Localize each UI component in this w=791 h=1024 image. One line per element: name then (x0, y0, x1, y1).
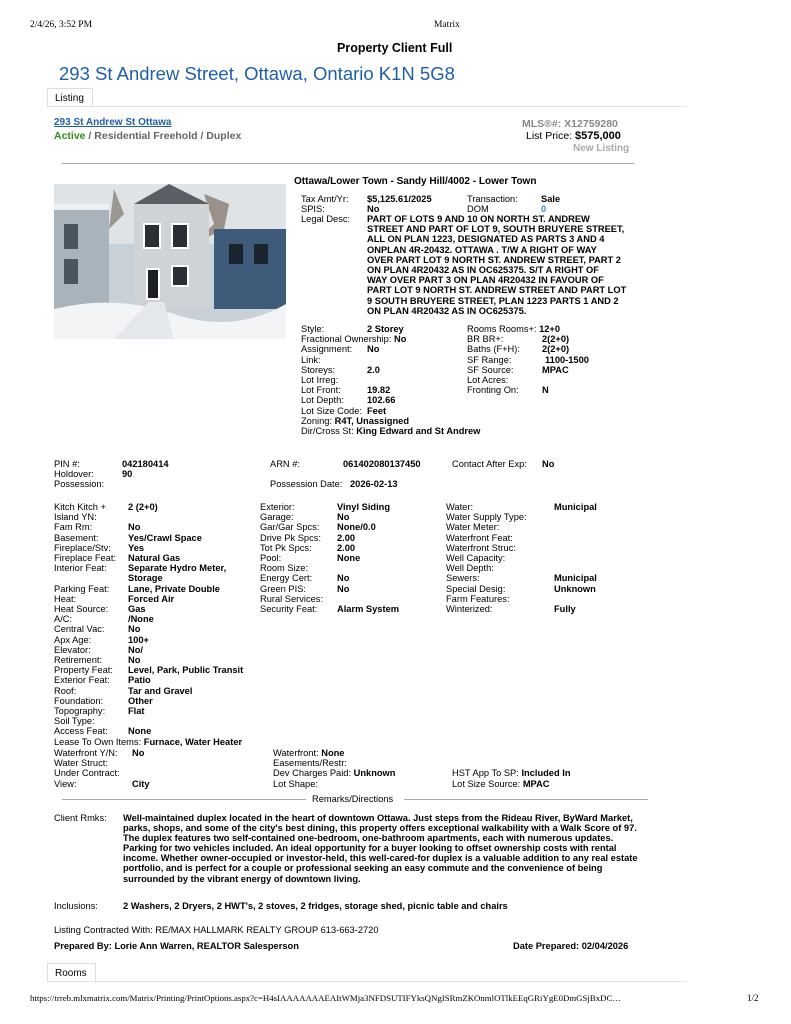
lot-shape-label: Lot Shape: (273, 779, 318, 789)
inclusions-label: Inclusions: (54, 901, 98, 911)
listing-type: / Residential Freehold / Duplex (85, 130, 242, 142)
possession-date-value: 2026-02-13 (350, 479, 398, 489)
dev-charges-line: Dev Charges Paid: Unknown (273, 768, 396, 778)
dom-value[interactable]: 0 (541, 204, 547, 214)
list-price: $575,000 (575, 130, 621, 142)
waterfront-yn-value: No (132, 748, 145, 758)
prepared-by: Prepared By: Lorie Ann Warren, REALTOR Salesperson (54, 941, 299, 951)
pin-label: PIN #: (54, 459, 80, 469)
listing-contracted: Listing Contracted With: RE/MAX HALLMARK REALTY GROUP 613-663-2720 (54, 925, 379, 935)
water-struct-label: Water Struct: (54, 758, 108, 768)
possession-label: Possession: (54, 479, 105, 489)
page-number: 1/2 (747, 993, 759, 1003)
tab-listing[interactable]: Listing (47, 88, 93, 107)
header-rule (62, 163, 634, 164)
easements-label: Easements/Restr: (273, 758, 347, 768)
remarks-rule-left (62, 799, 306, 800)
waterfront-line: Waterfront: None (273, 748, 345, 758)
rooms-tab-divider (47, 981, 687, 982)
features-column-1: Kitch Kitch + 2 (2+0) Island YN: Fam Rm: No Basement: Yes/Crawl Space Fireplace/Stv: Yes Fireplace Feat: Natural Gas Interior Feat: Separate Hydro Meter, Storage Parking Feat: Lane, Private Double Heat: Forced Air Heat Source: Gas A/C: /None Central Vac: No Apx Age: 100+ Elevator: No/ Retirement: No Property Feat: Level, Park, Public Transit Exterior Feat: Patio Roof: Tar and Gravel Foundation: Other Topography: Flat Soil Type: Access Feat: None Lease To Own Items: Furnace, Water Heater (54, 502, 244, 747)
tab-divider (47, 106, 687, 107)
contact-after-exp-value: No (542, 459, 555, 469)
under-contract-label: Under Contract: (54, 768, 120, 778)
spis-value: No (367, 204, 380, 214)
dom-label: DOM (467, 204, 489, 214)
client-remarks-text: Well-maintained duplex located in the heart of downtown Ottawa. Just steps from the Rideau River, ByWard Market, parks, shops, and some of the city's best dining, this property offers exceptional walkability with a Walk Score of 97. The duplex features two self-contained one-bedroom, one-bathroom apartments, each with numerous updates. Parking for two vehicles included. An ideal opportunity for a buyer looking to offset ownership costs with rental income. Whether owner-occupied or investor-held, this well-cared-for duplex is a valuable addition to any real estate portfolio, and is perfect for a couple or professional seeking an easy commute and the convenience of being surrounded by the vibrant energy of downtown living. (123, 813, 638, 884)
arn-label: ARN #: (270, 459, 300, 469)
mls-number: X12759280 (564, 118, 618, 130)
remarks-section-title: Remarks/Directions (312, 794, 394, 804)
print-url: https://trreb.mlxmatrix.com/Matrix/Printing/PrintOptions.aspx?c=H4sIAAAAAAAEAItWMja3NFDSUTIFYksQNgISRmZKOnmlOTlkEEqGRiYgE0DmGSjBxDC… (30, 993, 622, 1003)
hst-line: HST App To SP: Included In (452, 768, 571, 778)
tab-rooms[interactable]: Rooms (47, 963, 96, 982)
style-details-right: Rooms Rooms+: 12+0 BR BR+: 2(2+0) Baths (F+H): 2(2+0) SF Range: 1100-1500 SF Source: MPAC Lot Acres: Fronting On: N (467, 324, 589, 396)
print-app-name: Matrix (434, 20, 460, 30)
client-remarks-label: Client Rmks: (54, 813, 107, 823)
listing-link[interactable]: 293 St Andrew St Ottawa (54, 117, 172, 128)
mls-label: MLS®#: (522, 118, 562, 130)
holdover-value: 90 (122, 469, 133, 479)
view-label: View: (54, 779, 77, 789)
report-title: Property Client Full (337, 41, 453, 55)
holdover-label: Holdover: (54, 469, 94, 479)
style-details-left: Style: 2 Storey Fractional Ownership: No Assignment: No Link: Storeys: 2.0 Lot Irreg: Lot Front: 19.82 Lot Depth: 102.66 Lot Size Code: Feet Zoning: R4T, Unassigned Dir/Cross St: King Edward and St Andrew (301, 324, 481, 437)
list-price-line (526, 130, 621, 142)
legal-desc-label: Legal Desc: (301, 214, 351, 224)
arn-value: 061402080137450 (343, 459, 421, 469)
new-listing-flag: New Listing (573, 143, 630, 154)
tax-amount-value: $5,125.61/2025 (367, 194, 432, 204)
address-heading: 293 St Andrew Street, Ottawa, Ontario K1N 5G8 (59, 63, 455, 84)
pin-value: 042180414 (122, 459, 169, 469)
listing-status-line (54, 130, 241, 142)
contact-after-exp-label: Contact After Exp: (452, 459, 527, 469)
tax-amount-label: Tax Amt/Yr: (301, 194, 349, 204)
features-column-2: Exterior: Vinyl Siding Garage: No Gar/Gar Spcs: None/0.0 Drive Pk Spcs: 2.00 Tot Pk Spcs: 2.00 Pool: None Room Size: Energy Cert: No Green PIS: No Rural Services: Security Feat: Alarm System (260, 502, 400, 615)
inclusions-text: 2 Washers, 2 Dryers, 2 HWT's, 2 stoves, 2 fridges, storage shed, picnic table and chairs (123, 901, 508, 911)
legal-desc-text: PART OF LOTS 9 AND 10 ON NORTH ST. ANDREW STREET AND PART OF LOT 9, SOUTH BRUYERE STREET, ALL ON PLAN 1223, DESIGNATED AS PARTS 3 AND 4 ONPLAN 4R-20432. OTTAWA . T/W A RIGHT OF WAY OVER PART LOT 9 NORTH ST. ANDREW STREET, PART 2 ON PLAN 4R20432 AS IN OC625375. S/T A RIGHT OF WAY OVER PART 3 ON PLAN 4R20432 IN FAVOUR OF PART LOT 9 NORTH ST. ANDREW STREET AND PART LOT 9 SOUTH BRUYERE STREET, PLAN 1223 PARTS 1 AND 2 ON PLAN 4R20432 AS IN OC625375. (367, 214, 627, 316)
view-value: City (132, 779, 150, 789)
print-datetime: 2/4/26, 3:52 PM (30, 20, 93, 30)
features-column-3: Water: Municipal Water Supply Type: Water Meter: Waterfront Feat: Waterfront Struc: Well Capacity: Well Depth: Sewers: Municipal Special Desig: Unknown Farm Features: Winterized: Fully (446, 502, 597, 615)
property-photo (54, 184, 286, 339)
list-price-label: List Price: (526, 130, 573, 142)
transaction-label: Transaction: (467, 194, 518, 204)
transaction-value: Sale (541, 194, 561, 204)
remarks-rule-right (404, 799, 648, 800)
status-badge: Active (54, 130, 86, 142)
spis-label: SPIS: (301, 204, 325, 214)
possession-date-label: Possession Date: (270, 479, 343, 489)
date-prepared: Date Prepared: 02/04/2026 (513, 941, 629, 951)
mls-line (522, 118, 618, 130)
location-line: Ottawa/Lower Town - Sandy Hill/4002 - Lower Town (294, 176, 537, 187)
lot-size-source-line: Lot Size Source: MPAC (452, 779, 550, 789)
waterfront-yn-label: Waterfront Y/N: (54, 748, 118, 758)
